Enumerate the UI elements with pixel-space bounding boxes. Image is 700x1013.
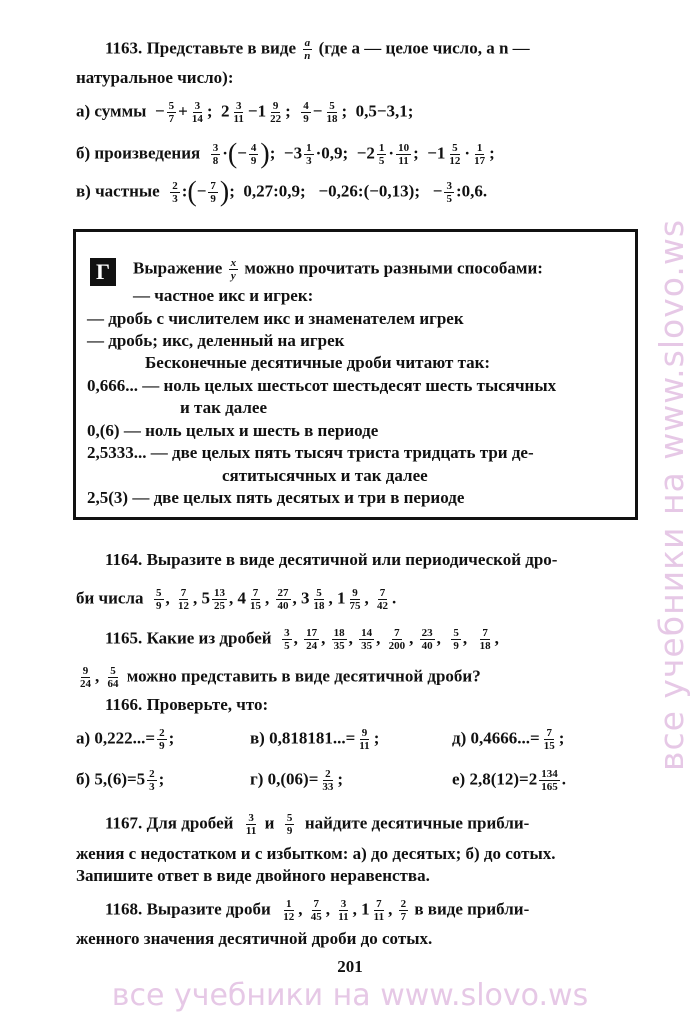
p1163-line-c: в) частные $\frac{2}{3}$ :(− $\frac{7}{9}$ ); 0,27:0,9; −0,26:(−0,13); − $\frac{3}{5}$ :0,6. — [76, 176, 488, 208]
p1166-e: е) 2,8(12)=2 $\frac{134}{165}$ . — [452, 768, 566, 793]
p1166-a: а) 0,222...= $\frac{2}{9}$ ; — [76, 727, 175, 752]
box-line5: Бесконечные десятичные дроби читают так: — [145, 353, 491, 372]
p1163-line2: натуральное число): — [76, 68, 234, 87]
box-line6: 0,666... — ноль целых шестьсот шестьдесят шесть тысячных — [87, 376, 557, 395]
box-line4: — дробь; икс, деленный на игрек — [87, 331, 345, 350]
box-line11: 2,5(3) — две целых пять десятых и три в периоде — [87, 488, 465, 507]
watermark-bottom: все учебники на www.slovo.ws — [111, 978, 589, 1013]
p1165-line1: 1165. Какие из дробей $\frac{3}{5}$ , $\frac{17}{24}$ , $\frac{18}{35}$ , $\frac{14}{35}$ , $\frac{7}{200}$ , $\frac{23}{40}$ , $\frac{5}{9}$ , $\frac{7}{18}$ , — [105, 627, 499, 652]
p1167-line3: Запишите ответ в виде двойного неравенства. — [76, 866, 430, 885]
p1164-line1: 1164. Выразите в виде десятичной или периодической дро- — [105, 550, 558, 569]
box-line3: — дробь с числителем икс и знаменателем игрек — [87, 309, 464, 328]
p1168-line1: 1168. Выразите дроби $\frac{1}{12}$ , $\frac{7}{45}$ , $\frac{3}{11}$ , 1 $\frac{7}{11}$ , $\frac{2}{7}$ в виде прибли- — [105, 898, 530, 923]
box-line2: — частное икс и игрек: — [133, 286, 314, 305]
p1166-v: в) 0,818181...= $\frac{9}{11}$ ; — [250, 727, 380, 752]
p1166-d: д) 0,4666...= $\frac{7}{15}$ ; — [452, 727, 565, 752]
box-line9: 2,5333... — две целых пять тысяч триста тридцать три де- — [87, 443, 534, 462]
p1167-line1: 1167. Для дробей $\frac{3}{11}$ и $\frac{5}{9}$ найдите десятичные прибли- — [105, 812, 530, 837]
page-number: 201 — [337, 957, 363, 976]
box-line8: 0,(6) — ноль целых и шесть в периоде — [87, 421, 379, 440]
p1167-line2: жения с недостатком и с избытком: а) до десятых; б) до сотых. — [76, 844, 556, 863]
p1165-line2: $\frac{9}{24}$ , $\frac{5}{64}$ можно представить в виде десятичной дроби? — [80, 665, 481, 690]
box-line10: сятитысячных и так далее — [222, 466, 428, 485]
box-line1: Выражение $\frac{x}{y}$ можно прочитать разными способами: — [133, 257, 543, 282]
p1164-line2: би числа $\frac{5}{9}$ , $\frac{7}{12}$ , 5 $\frac{13}{25}$ , 4 $\frac{7}{15}$ , $\frac{27}{40}$ , 3 $\frac{5}{18}$ , 1 $\frac{9}{75}$ , $\frac{7}{42}$ . — [76, 587, 397, 612]
p1166-line1: 1166. Проверьте, что: — [105, 695, 269, 714]
problem-number: 1163. — [105, 38, 143, 58]
rule-marker-icon: Г — [90, 258, 116, 286]
p1163-line-b: б) произведения $\frac{3}{8}$ ·(− $\frac{4}{9}$ ); −3 $\frac{1}{3}$ ·0,9; −2 $\frac{1}{5}$ · $\frac{10}{11}$ ; −1 $\frac{5}{12}$ · $\frac{1}{17}$ ; — [76, 138, 495, 170]
p1166-g: г) 0,(06)= $\frac{2}{33}$ ; — [250, 768, 344, 793]
box-line7: и так далее — [180, 398, 268, 417]
watermark-side: все учебники на www.slovo.ws — [652, 218, 691, 772]
p1163-line-a: а) суммы − $\frac{5}{7}$ + $\frac{3}{14}$ ; 2 $\frac{3}{11}$ −1 $\frac{9}{22}$ ; $\frac{4}{9}$ − $\frac{5}{18}$ ; 0,5−3,1; — [76, 100, 414, 125]
p1168-line2: женного значения десятичной дроби до сотых. — [76, 929, 433, 948]
fraction: $\frac{a}{n}$ — [304, 37, 311, 62]
p1166-b: б) 5,(6)=5 $\frac{2}{3}$ ; — [76, 768, 165, 793]
p1163-line1: 1163. Представьте в виде $\frac{a}{n}$ (где a — целое число, a n — — [105, 37, 530, 62]
